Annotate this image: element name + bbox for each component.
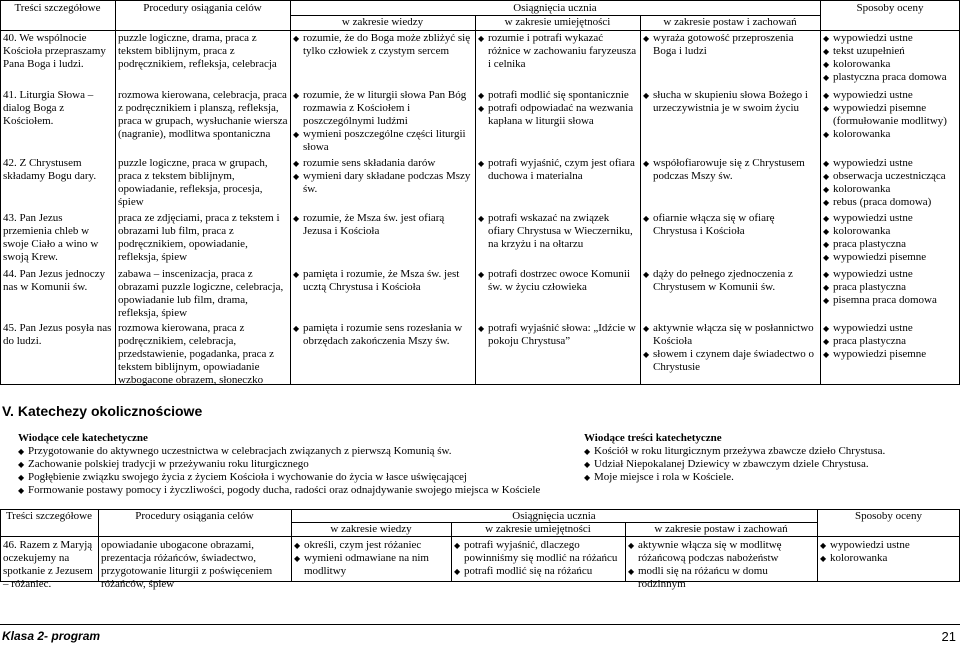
list-item: ◆ potrafi wyjaśnić, dlaczego powinniśmy się modlić na różańcu (454, 539, 623, 565)
header-osiagniecia: Osiągnięcia ucznia (513, 2, 597, 14)
list-item: ◆ Udział Niepokalanej Dziewicy w zbawczym dziele Chrystusa. (584, 458, 954, 471)
row-wiedzy (293, 32, 473, 58)
row-umiejetnosci (478, 157, 638, 183)
row-tresci: 43. Pan Jezus przemienia chleb w swoje Ciało a wino w swoją Krew. (3, 212, 99, 263)
list-item: ◆ wyraża gotowość przeproszenia Boga i ludzi (643, 32, 818, 58)
row-tresci: 42. Z Chrystusem składamy Bogu dary. (3, 157, 97, 182)
list-item: ◆ pisemna praca domowa (823, 294, 958, 307)
list-item: ◆ współofiarowuje się z Chrystusem podczas Mszy św. (643, 157, 818, 183)
row-umiejetnosci (454, 539, 623, 578)
list-item: ◆ praca plastyczna (823, 281, 958, 294)
header-sposoby: Sposoby oceny (856, 2, 924, 14)
row-wiedzy (293, 89, 473, 154)
header-osiagniecia: Osiągnięcia ucznia (512, 510, 596, 522)
list-item: ◆ potrafi odpowiadać na wezwania kapłana w liturgii słowa (478, 102, 638, 128)
header-procedury: Procedury osiągania celów (135, 510, 254, 522)
list-item: ◆ wymieni poszczególne części liturgii słowa (293, 128, 473, 154)
header-tresci: Treści szczegółowe (5, 510, 93, 522)
header-procedury: Procedury osiągania celów (143, 2, 262, 14)
row-umiejetnosci (478, 322, 638, 348)
list-item: ◆ wypowiedzi ustne (823, 268, 958, 281)
row-sposoby (820, 539, 958, 565)
list-item: ◆ rozumie, że Msza św. jest ofiarą Jezusa i Kościoła (293, 212, 473, 238)
header-umiejetnosci: w zakresie umiejętności (485, 523, 591, 535)
row-procedury: praca ze zdjęciami, praca z tekstem i obrazami lub film, praca z podręcznikiem, opowiadanie, refleksja, śpiew (118, 212, 280, 263)
contents-list (584, 445, 954, 484)
list-item: ◆ słowem i czynem daje świadectwo o Chrystusie (643, 348, 818, 374)
row-procedury: zabawa – inscenizacja, praca z obrazami puzzle logiczne, celebracja, opowiadanie lub film, drama, refleksja, śpiew (118, 268, 284, 319)
list-item: ◆ wypowiedzi ustne (823, 322, 958, 335)
row-procedury: opowiadanie ubogacone obrazami, prezentacja różańców, świadectwo, przygotowanie liturgii z poświęceniem różańców, śpiew (101, 539, 273, 590)
row-tresci: 44. Pan Jezus jednoczy nas w Komunii św. (3, 268, 106, 293)
list-item: ◆ wypowiedzi ustne (823, 157, 958, 170)
list-item: ◆ rozumie, że w liturgii słowa Pan Bóg rozmawia z Kościołem i poszczególnymi ludźmi (293, 89, 473, 128)
row-sposoby (823, 157, 958, 209)
header-wiedzy: w zakresie wiedzy (341, 16, 424, 28)
header-tresci: Treści szczegółowe (14, 2, 101, 14)
list-item: ◆ wypowiedzi ustne (823, 89, 958, 102)
row-umiejetnosci (478, 268, 638, 294)
list-item: ◆ słucha w skupieniu słowa Bożego i urzeczywistnia je w swoim życiu (643, 89, 818, 115)
list-item: ◆ pamięta i rozumie sens rozesłania w obrzędach zakończenia Mszy św. (293, 322, 473, 348)
footer-title: Klasa 2- program (2, 629, 101, 643)
list-item: ◆ potrafi modlić się spontanicznie (478, 89, 638, 102)
list-item: ◆ potrafi wskazać na związek ofiary Chrystusa w Wieczerniku, na krzyżu i na ołtarzu (478, 212, 638, 251)
list-item: ◆ wymieni dary składane podczas Mszy św. (293, 170, 473, 196)
page-number: 21 (941, 629, 956, 644)
list-item: ◆ plastyczna praca domowa (823, 71, 958, 84)
list-item: ◆ obserwacja uczestnicząca (823, 170, 958, 183)
list-item: ◆ Pogłębienie związku swojego życia z życiem Kościoła i wychowanie do życia w łasce uświęcającej (18, 471, 578, 484)
section-title: V. Katechezy okolicznościowe (2, 403, 203, 419)
list-item: ◆ kolorowanka (820, 552, 958, 565)
list-item: ◆ kolorowanka (823, 128, 958, 141)
list-item: ◆ wypowiedzi pisemne (823, 251, 958, 264)
row-umiejetnosci (478, 32, 638, 71)
row-postaw (643, 212, 818, 238)
list-item: ◆ wymieni odmawiane na nim modlitwy (294, 552, 449, 578)
row-sposoby (823, 212, 958, 264)
list-item: ◆ tekst uzupełnień (823, 45, 958, 58)
goals-heading: Wiodące cele katechetyczne (18, 432, 148, 444)
header-postaw: w zakresie postaw i zachowań (663, 16, 797, 28)
row-sposoby (823, 89, 958, 141)
row-sposoby (823, 268, 958, 307)
row-umiejetnosci (478, 212, 638, 251)
row-postaw (628, 539, 815, 591)
row-procedury: rozmowa kierowana, praca z podręcznikiem, celebracja, przedstawienie, pogadanka, praca z tekstem biblijnym, opowiadanie wzbogacone obrazem, słoneczko (118, 322, 275, 386)
list-item: ◆ praca plastyczna (823, 335, 958, 348)
list-item: ◆ określi, czym jest różaniec (294, 539, 449, 552)
list-item: ◆ wypowiedzi pisemne (formułowanie modlitwy) (823, 102, 958, 128)
list-item: ◆ ofiarnie włącza się w ofiarę Chrystusa i Kościoła (643, 212, 818, 238)
list-item: ◆ wypowiedzi ustne (820, 539, 958, 552)
header-postaw: w zakresie postaw i zachowań (654, 523, 788, 535)
list-item: ◆ potrafi wyjaśnić słowa: „Idźcie w pokoju Chrystusa” (478, 322, 638, 348)
row-sposoby (823, 32, 958, 84)
list-item: ◆ Formowanie postawy pomocy i życzliwości, pogody ducha, radości oraz odnajdywanie swojego miejsca w Kościele (18, 484, 578, 497)
row-wiedzy (293, 157, 473, 196)
list-item: ◆ modli się na różańcu w domu rodzinnym (628, 565, 815, 591)
list-item: ◆ Moje miejsce i rola w Kościele. (584, 471, 954, 484)
row-tresci: 40. We wspólnocie Kościoła przepraszamy Pana Boga i ludzi. (3, 32, 106, 70)
list-item: ◆ kolorowanka (823, 58, 958, 71)
header-umiejetnosci: w zakresie umiejętności (504, 16, 611, 28)
row-procedury: puzzle logiczne, drama, praca z tekstem biblijnym, praca z podręcznikiem, refleksja, celebracja (118, 32, 277, 70)
list-item: ◆ rebus (praca domowa) (823, 196, 958, 209)
row-postaw (643, 268, 818, 294)
list-item: ◆ rozumie, że do Boga może zbliżyć się tylko człowiek z czystym sercem (293, 32, 473, 58)
list-item: ◆ kolorowanka (823, 183, 958, 196)
row-sposoby (823, 322, 958, 361)
list-item: ◆ aktywnie włącza się w posłannictwo Kościoła (643, 322, 818, 348)
row-postaw (643, 322, 818, 374)
row-postaw (643, 157, 818, 183)
row-wiedzy (293, 268, 473, 294)
goals-list (18, 445, 578, 497)
list-item: ◆ aktywnie włącza się w modlitwę różańcową podczas nabożeństw (628, 539, 815, 565)
list-item: ◆ Zachowanie polskiej tradycji w przeżywaniu roku liturgicznego (18, 458, 578, 471)
row-tresci: 41. Liturgia Słowa – dialog Boga z Kościołem. (3, 89, 94, 127)
row-wiedzy (294, 539, 449, 578)
row-wiedzy (293, 322, 473, 348)
contents-heading: Wiodące treści katechetyczne (584, 432, 722, 444)
list-item: ◆ wypowiedzi pisemne (823, 348, 958, 361)
header-sposoby: Sposoby oceny (855, 510, 922, 522)
list-item: ◆ wypowiedzi ustne (823, 32, 958, 45)
list-item: ◆ potrafi dostrzec owoce Komunii św. w życiu człowieka (478, 268, 638, 294)
list-item: ◆ praca plastyczna (823, 238, 958, 251)
list-item: ◆ Kościół w roku liturgicznym przeżywa zbawcze dzieło Chrystusa. (584, 445, 954, 458)
list-item: ◆ Przygotowanie do aktywnego uczestnictwa w celebracjach związanych z pierwszą Komunią św. (18, 445, 578, 458)
row-procedury: rozmowa kierowana, celebracja, praca z podręcznikiem i planszą, refleksja, praca w grupach, wysłuchanie wiersza (nagranie), modlitwa spontaniczna (118, 89, 288, 140)
row-postaw (643, 32, 818, 58)
row-procedury: puzzle logiczne, praca w grupach, praca z tekstem biblijnym, opowiadanie, refleksja, procesja, śpiew (118, 157, 268, 208)
list-item: ◆ kolorowanka (823, 225, 958, 238)
row-tresci: 45. Pan Jezus posyła nas do ludzi. (3, 322, 112, 347)
list-item: ◆ rozumie sens składania darów (293, 157, 473, 170)
list-item: ◆ wypowiedzi ustne (823, 212, 958, 225)
list-item: ◆ dąży do pełnego zjednoczenia z Chrystusem w Komunii św. (643, 268, 818, 294)
list-item: ◆ potrafi modlić się na różańcu (454, 565, 623, 578)
row-wiedzy (293, 212, 473, 238)
list-item: ◆ rozumie i potrafi wykazać różnice w zachowaniu faryzeusza i celnika (478, 32, 638, 71)
row-tresci: 46. Razem z Maryją oczekujemy na spotkanie z Jezusem – różaniec. (3, 539, 93, 590)
row-postaw (643, 89, 818, 115)
row-umiejetnosci (478, 89, 638, 128)
list-item: ◆ pamięta i rozumie, że Msza św. jest ucztą Chrystusa i Kościoła (293, 268, 473, 294)
header-wiedzy: w zakresie wiedzy (330, 523, 412, 535)
list-item: ◆ potrafi wyjaśnić, czym jest ofiara duchowa i materialna (478, 157, 638, 183)
